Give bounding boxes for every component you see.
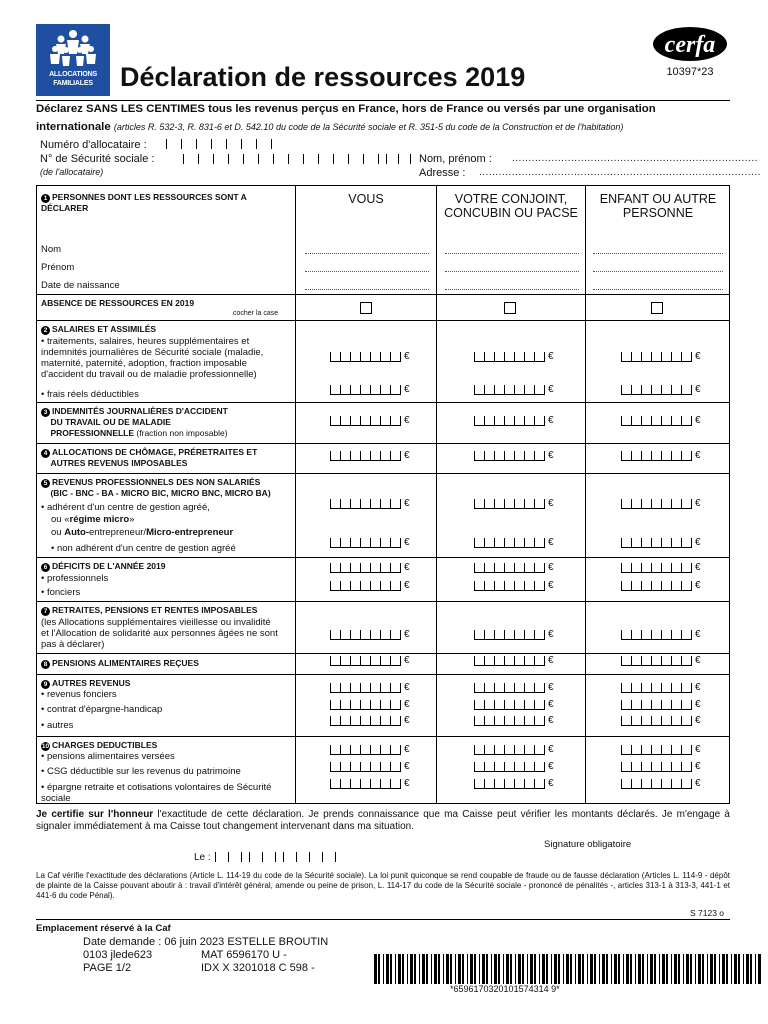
euro-sign: € — [548, 655, 554, 666]
logo-text-2: FAMILIALES — [53, 79, 93, 87]
page-number: PAGE 1/2 — [83, 962, 132, 974]
allocataire-label: Numéro d'allocataire : — [40, 139, 147, 151]
euro-sign: € — [548, 537, 554, 548]
euro-sign: € — [548, 761, 554, 772]
idx-number: IDX X 3201018 C 598 - — [201, 962, 315, 974]
mat-number: MAT 6596170 U - — [201, 949, 287, 961]
euro-sign: € — [548, 498, 554, 509]
euro-sign: € — [548, 715, 554, 726]
section-1-title: 1 PERSONNES DONT LES RESSOURCES SONT A DÉCLARER — [41, 192, 247, 213]
amount-input-vous[interactable] — [330, 499, 410, 509]
form-reference: S 7123 o — [690, 908, 725, 918]
date-input[interactable] — [215, 852, 336, 862]
euro-sign: € — [695, 715, 701, 726]
amount-input-enfant[interactable] — [621, 352, 701, 362]
amount-input-enfant[interactable] — [621, 762, 701, 772]
naissance-row-label: Date de naissance — [41, 280, 120, 291]
euro-sign: € — [548, 629, 554, 640]
euro-sign: € — [404, 415, 410, 426]
section-5-non-adherent: • non adhérent d'un centre de gestion agréé — [51, 543, 236, 554]
amount-input-enfant[interactable] — [621, 563, 701, 573]
intro-refs: (articles R. 532-3, R. 831-6 et D. 542.10 du code de la Sécurité sociale et R. 351-5 du code de la Construction et de l'habitation) — [113, 122, 624, 132]
amount-input-conjoint[interactable] — [474, 352, 554, 362]
family-figures-icon — [36, 28, 110, 70]
section-6-title: 6 DÉFICITS DE L'ANNÉE 2019 — [41, 561, 166, 572]
euro-sign: € — [404, 629, 410, 640]
euro-sign: € — [404, 450, 410, 461]
amount-input-vous[interactable] — [330, 656, 410, 666]
euro-sign: € — [404, 715, 410, 726]
divider — [36, 100, 730, 101]
amount-input-conjoint[interactable] — [474, 716, 554, 726]
euro-sign: € — [695, 351, 701, 362]
absence-label: ABSENCE DE RESSOURCES EN 2019 — [41, 298, 195, 308]
amount-input-conjoint[interactable] — [474, 538, 554, 548]
epargne-handicap-label: • contrat d'épargne-handicap — [41, 704, 163, 715]
euro-sign: € — [548, 415, 554, 426]
amount-input-conjoint[interactable] — [474, 779, 554, 789]
euro-sign: € — [695, 450, 701, 461]
amount-input-vous[interactable] — [330, 416, 410, 426]
amount-input-vous[interactable] — [330, 745, 410, 755]
pensions-versees-label: • pensions alimentaires versées — [41, 751, 175, 762]
absence-checkbox-conjoint[interactable] — [504, 302, 516, 314]
section-5-adherent: • adhérent d'un centre de gestion agréé, — [41, 502, 210, 513]
page-title: Déclaration de ressources 2019 — [120, 62, 526, 92]
amount-input-conjoint[interactable] — [474, 700, 554, 710]
amount-input-enfant[interactable] — [621, 451, 701, 461]
euro-sign: € — [695, 629, 701, 640]
col-conjoint: VOTRE CONJOINT, CONCUBIN OU PACSE — [444, 192, 578, 220]
logo-text-1: ALLOCATIONS — [49, 71, 97, 78]
date-demande: Date demande : 06 juin 2023 ESTELLE BROUTIN — [83, 936, 329, 948]
nom-field[interactable]: ........................................................................... — [512, 153, 758, 164]
section-5-auto: ou Auto-entrepreneur/Micro-entrepreneur — [51, 527, 234, 538]
euro-sign: € — [548, 699, 554, 710]
amount-input-conjoint[interactable] — [474, 630, 554, 640]
euro-sign: € — [695, 761, 701, 772]
amount-input-enfant[interactable] — [621, 630, 701, 640]
legal-text: La Caf vérifie l'exactitude des déclarations (Article L. 114-19 du code de la Sécurité sociale). La loi punit quiconque se rend coupable de fraude ou de fausse déclaration (Articles L. 114-9 - dépôt de plainte de la Caisse pouvant aboutir à : travail d'intérêt général, amende ou peine de prison, L. 114-17 du code de la Sécurité sociale - prononcé de pénalités -, articles 313-1 à 313-3, 441-1 et 441-6 du code Pénal). — [36, 871, 730, 900]
section-2-text: • traitements, salaires, heures supplémentaires et indemnités journalières de Sécurité sociale (maladie, maternité, paternité, adoption, fraction imposable d'accident du travail ou de maladie professionnelle) — [41, 336, 264, 380]
amount-input-enfant[interactable] — [621, 745, 701, 755]
euro-sign: € — [404, 351, 410, 362]
deficit-fon-label: • fonciers — [41, 587, 81, 598]
amount-input-enfant[interactable] — [621, 656, 701, 666]
section-7-text: (les Allocations supplémentaires vieillesse ou invalidité et l'Allocation de solidarité aux personnes âgées ne sont pas à déclarer) — [41, 617, 278, 650]
amount-input-enfant[interactable] — [621, 581, 701, 591]
allocataire-input[interactable] — [166, 139, 272, 149]
deficit-pro-label: • professionnels — [41, 573, 109, 584]
section-9-title: 9 AUTRES REVENUS — [41, 678, 130, 689]
amount-input-enfant[interactable] — [621, 716, 701, 726]
nom-row-label: Nom — [41, 244, 62, 255]
euro-sign: € — [404, 744, 410, 755]
code-1: 0103 jlede623 — [83, 949, 153, 961]
amount-input-vous[interactable] — [330, 385, 410, 395]
section-8-title: 8 PENSIONS ALIMENTAIRES REÇUES — [41, 658, 199, 669]
emplacement-label: Emplacement réservé à la Caf — [36, 923, 171, 934]
section-7-title: 7 RETRAITES, PENSIONS ET RENTES IMPOSABLES — [41, 605, 257, 616]
amount-input-vous[interactable] — [330, 352, 410, 362]
amount-input-vous[interactable] — [330, 716, 410, 726]
adresse-label: Adresse : — [419, 167, 466, 179]
euro-sign: € — [548, 682, 554, 693]
euro-sign: € — [404, 761, 410, 772]
section-2-title: 2 SALAIRES ET ASSIMILÉS — [41, 324, 156, 335]
amount-input-conjoint[interactable] — [474, 499, 554, 509]
date-label: Le : — [194, 852, 211, 863]
euro-sign: € — [548, 744, 554, 755]
euro-sign: € — [695, 580, 701, 591]
euro-sign: € — [404, 562, 410, 573]
euro-sign: € — [695, 415, 701, 426]
amount-input-enfant[interactable] — [621, 683, 701, 693]
euro-sign: € — [695, 682, 701, 693]
euro-sign: € — [548, 580, 554, 591]
absence-checkbox-enfant[interactable] — [651, 302, 663, 314]
amount-input-conjoint[interactable] — [474, 385, 554, 395]
amount-input-conjoint[interactable] — [474, 416, 554, 426]
euro-sign: € — [404, 384, 410, 395]
euro-sign: € — [695, 384, 701, 395]
euro-sign: € — [695, 655, 701, 666]
section-5-title: 5 REVENUS PROFESSIONNELS DES NON SALARIÉS (BIC - BNC - BA - MICRO BIC, MICRO BNC, MICRO BA) — [41, 477, 271, 499]
barcode — [374, 954, 764, 984]
amount-input-vous[interactable] — [330, 683, 410, 693]
amount-input-conjoint[interactable] — [474, 563, 554, 573]
euro-sign: € — [695, 562, 701, 573]
amount-input-vous[interactable] — [330, 581, 410, 591]
euro-sign: € — [548, 562, 554, 573]
euro-sign: € — [695, 498, 701, 509]
euro-sign: € — [404, 699, 410, 710]
autres-label: • autres — [41, 720, 74, 731]
nom-label: Nom, prénom : — [419, 153, 492, 165]
amount-input-conjoint[interactable] — [474, 451, 554, 461]
euro-sign: € — [695, 699, 701, 710]
amount-input-vous[interactable] — [330, 762, 410, 772]
euro-sign: € — [548, 384, 554, 395]
prenom-row-label: Prénom — [41, 262, 75, 273]
amount-input-conjoint[interactable] — [474, 762, 554, 772]
amount-input-vous[interactable] — [330, 630, 410, 640]
euro-sign: € — [404, 537, 410, 548]
section-4-title: 4 ALLOCATIONS DE CHÔMAGE, PRÉRETRAITES ET AUTRES REVENUS IMPOSABLES — [41, 447, 257, 469]
amount-input-conjoint[interactable] — [474, 656, 554, 666]
secu-label: N° de Sécurité sociale : — [40, 153, 155, 165]
amount-input-enfant[interactable] — [621, 779, 701, 789]
certification-text: Je certifie sur l'honneur l'exactitude de cette déclaration. Je prends connaissance que ma Caisse peut vérifier les montants déclarés. Je m'engage à signaler immédiatement à ma Caisse tout changement intervenant dans ma situation. — [36, 809, 730, 832]
amount-input-enfant[interactable] — [621, 499, 701, 509]
euro-sign: € — [404, 655, 410, 666]
amount-input-vous[interactable] — [330, 563, 410, 573]
signature-label: Signature obligatoire — [544, 839, 632, 850]
caf-logo — [36, 24, 110, 96]
euro-sign: € — [695, 537, 701, 548]
section-3-title: 3 INDEMNITÉS JOURNALIÈRES D'ACCIDENT DU TRAVAIL OU DE MALADIE PROFESSIONNELLE (fraction non imposable) — [41, 406, 228, 439]
revenus-fonciers-label: • revenus fonciers — [41, 689, 117, 700]
intro-line-1: Déclarez SANS LES CENTIMES tous les revenus perçus en France, hors de France ou versés par une organisation — [36, 103, 656, 115]
absence-checkbox-vous[interactable] — [360, 302, 372, 314]
amount-input-conjoint[interactable] — [474, 581, 554, 591]
euro-sign: € — [404, 580, 410, 591]
frais-label: • frais réels déductibles — [41, 389, 139, 400]
amount-input-enfant[interactable] — [621, 538, 701, 548]
amount-input-conjoint[interactable] — [474, 683, 554, 693]
euro-sign: € — [548, 450, 554, 461]
amount-input-vous[interactable] — [330, 538, 410, 548]
euro-sign: € — [548, 778, 554, 789]
cerfa-number: 10397*23 — [666, 66, 714, 78]
epargne-retraite-label: • épargne retraite et cotisations volontaires de Sécurité sociale — [41, 782, 272, 804]
secu-sub: (de l'allocataire) — [40, 167, 104, 177]
euro-sign: € — [695, 778, 701, 789]
cocher-label: cocher la case — [233, 310, 279, 317]
euro-sign: € — [404, 682, 410, 693]
amount-input-enfant[interactable] — [621, 416, 701, 426]
adresse-field[interactable]: ...................................................................................... — [479, 167, 761, 178]
col-enfant: ENFANT OU AUTRE PERSONNE — [599, 192, 717, 220]
euro-sign: € — [404, 498, 410, 509]
csg-label: • CSG déductible sur les revenus du patrimoine — [41, 766, 241, 777]
euro-sign: € — [548, 351, 554, 362]
secu-input[interactable] — [183, 154, 411, 164]
amount-input-conjoint[interactable] — [474, 745, 554, 755]
section-5-regime: ou «régime micro» — [51, 514, 135, 525]
section-10-title: 10 CHARGES DEDUCTIBLES — [41, 740, 158, 750]
amount-input-vous[interactable] — [330, 700, 410, 710]
section-3-note: (fraction non imposable) — [136, 428, 228, 438]
cerfa-logo — [652, 26, 728, 62]
amount-input-enfant[interactable] — [621, 700, 701, 710]
divider — [36, 919, 730, 920]
amount-input-vous[interactable] — [330, 451, 410, 461]
col-vous: VOUS — [348, 192, 384, 206]
amount-input-vous[interactable] — [330, 779, 410, 789]
intro-line-2 — [36, 121, 623, 133]
euro-sign: € — [695, 744, 701, 755]
resources-table — [36, 185, 730, 804]
euro-sign: € — [404, 778, 410, 789]
intro-bold: internationale — [36, 121, 111, 133]
barcode-text: *6596170320101574314 9* — [450, 984, 560, 994]
amount-input-enfant[interactable] — [621, 385, 701, 395]
cerfa-logo-text: cerfa — [664, 32, 716, 58]
